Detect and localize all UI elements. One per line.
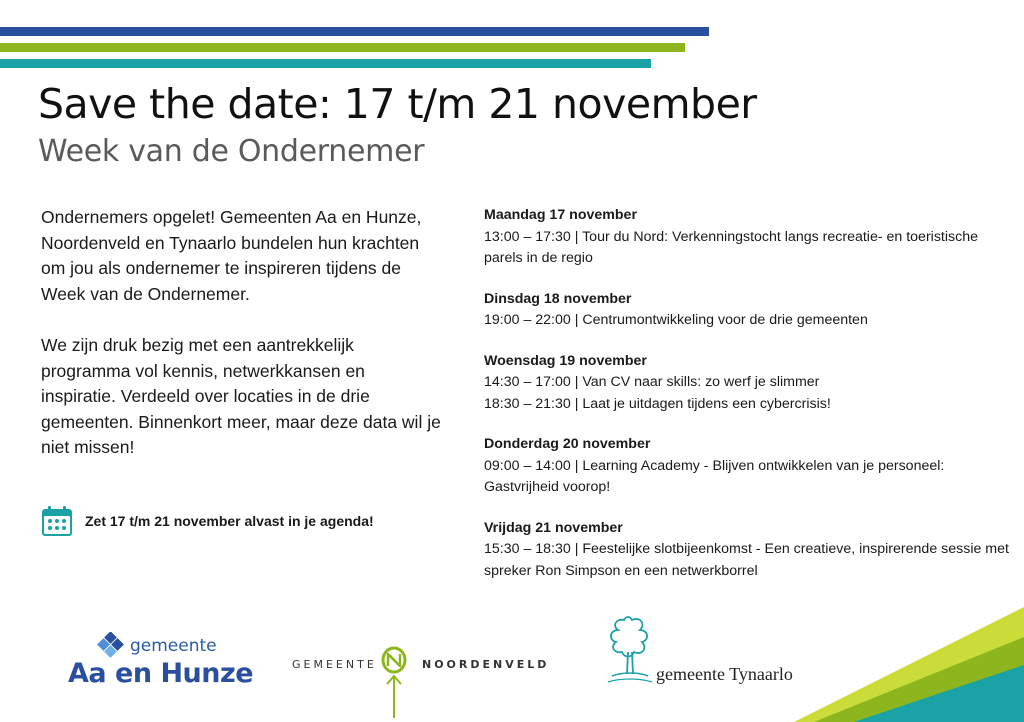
schedule-day — [484, 518, 1014, 583]
schedule-session: 13:00 – 17:30 | Tour du Nord: Verkenningstocht langs recreatie- en toeristische parels in de regio — [484, 228, 978, 266]
tynaarlo-logo-name: gemeente Tynaarlo — [656, 664, 793, 684]
intro-text — [41, 205, 441, 487]
aa-logo-gemeente: gemeente — [130, 636, 217, 656]
schedule-day — [484, 289, 1014, 332]
stripe-teal — [0, 59, 651, 68]
schedule-day — [484, 351, 1014, 416]
save-date-note — [41, 505, 374, 537]
page-subtitle: Week van de Ondernemer — [38, 134, 425, 169]
corner-decoration — [794, 607, 1024, 722]
noordenveld-logo-name: NOORDENVELD — [422, 658, 550, 671]
calendar-note-text: Zet 17 t/m 21 november alvast in je agenda! — [85, 513, 374, 529]
noordenveld-logo-gemeente: GEMEENTE — [292, 658, 377, 671]
page-title: Save the date: 17 t/m 21 november — [38, 80, 757, 128]
schedule-day-name: Woensdag 19 november — [484, 352, 647, 369]
schedule-session: 18:30 – 21:30 | Laat je uitdagen tijdens een cybercrisis! — [484, 395, 831, 412]
calendar-icon — [41, 505, 73, 537]
schedule-day-name: Dinsdag 18 november — [484, 290, 632, 307]
noordenveld-logo — [292, 640, 552, 720]
schedule-session: 15:30 – 18:30 | Feestelijke slotbijeenkomst - Een creatieve, inspirerende sessie met spreker Ron Simpson en een netwerkborrel — [484, 541, 1009, 579]
schedule-session: 09:00 – 14:00 | Learning Academy - Blijven ontwikkelen van je personeel: Gastvrijheid voorop! — [484, 457, 945, 495]
aa-logo-name: Aa en Hunze — [68, 658, 254, 689]
intro-paragraph: Ondernemers opgelet! Gemeenten Aa en Hunze, Noordenveld en Tynaarlo bundelen hun krachten om jou als ondernemer te inspireren tijdens de Week van de Ondernemer. — [41, 207, 422, 304]
noordenveld-mark-icon — [379, 646, 409, 720]
schedule-day — [484, 205, 1014, 270]
stripe-blue — [0, 27, 709, 36]
schedule-session: 14:30 – 17:00 | Van CV naar skills: zo werf je slimmer — [484, 374, 820, 390]
stripe-green — [0, 43, 685, 52]
aa-en-hunze-logo — [64, 630, 254, 700]
schedule-list — [484, 205, 1014, 601]
tynaarlo-logo — [602, 614, 802, 694]
tree-icon — [602, 614, 658, 688]
schedule-day-name: Vrijdag 21 november — [484, 519, 623, 536]
intro-paragraph: We zijn druk bezig met een aantrekkelijk programma vol kennis, netwerkkansen en inspiratie. Verdeeld over locaties in de drie gemeenten. Binnenkort meer, maar deze data wil je niet missen! — [41, 335, 441, 457]
schedule-day-name: Maandag 17 november — [484, 207, 637, 223]
schedule-day-name: Donderdag 20 november — [484, 436, 651, 452]
schedule-session: 19:00 – 22:00 | Centrumontwikkeling voor de drie gemeenten — [484, 312, 868, 328]
schedule-day — [484, 434, 1014, 499]
